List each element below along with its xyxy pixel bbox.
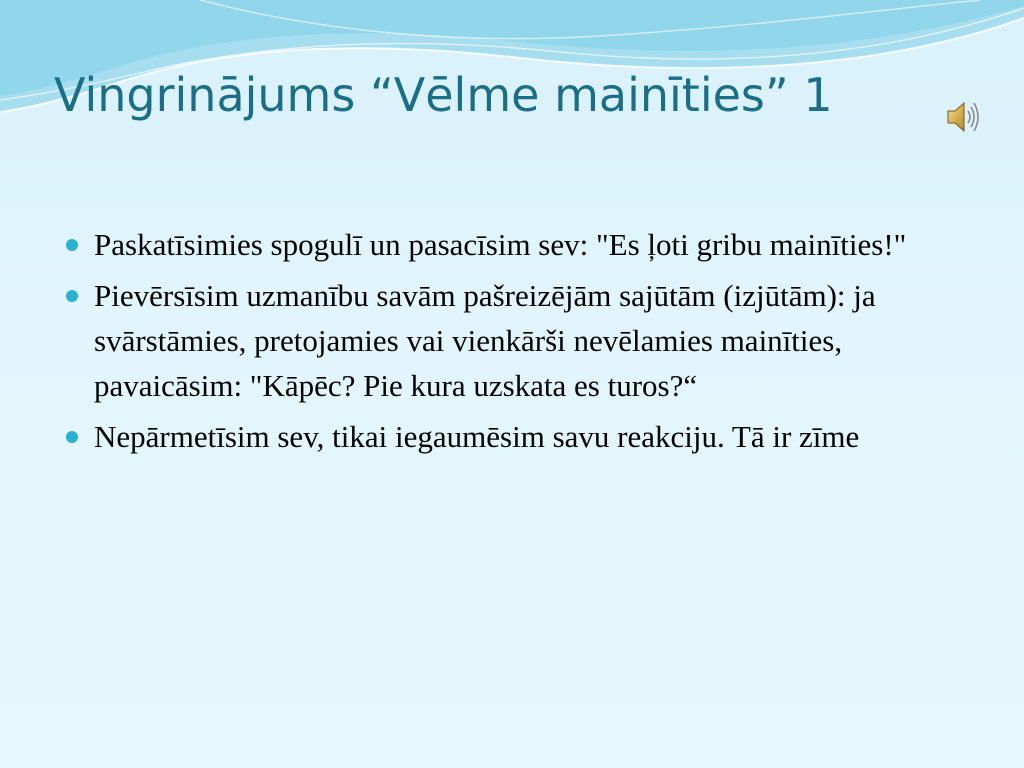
bullet-item xyxy=(64,414,944,459)
speaker-sound-icon[interactable] xyxy=(944,98,982,136)
bullet-dot-icon xyxy=(66,290,78,302)
bullet-list xyxy=(64,222,944,465)
bullet-text: Nepārmetīsim sev, tikai iegaumēsim savu reakciju. Tā ir zīme xyxy=(94,419,860,454)
bullet-item xyxy=(64,273,944,408)
slide-title: Vingrinājums “Vēlme mainīties” 1 xyxy=(54,68,833,122)
bullet-dot-icon xyxy=(66,239,78,251)
bullet-item xyxy=(64,222,944,267)
bullet-text: Pievērsīsim uzmanību savām pašreizējām sajūtām (izjūtām): ja svārstāmies, pretojamies vai vienkārši nevēlamies mainīties, pavaicāsim: "Kāpēc? Pie kura uzskata es turos?“ xyxy=(94,278,876,403)
bullet-text: Paskatīsimies spogulī un pasacīsim sev: "Es ļoti gribu mainīties!" xyxy=(94,227,907,262)
bullet-dot-icon xyxy=(66,431,78,443)
